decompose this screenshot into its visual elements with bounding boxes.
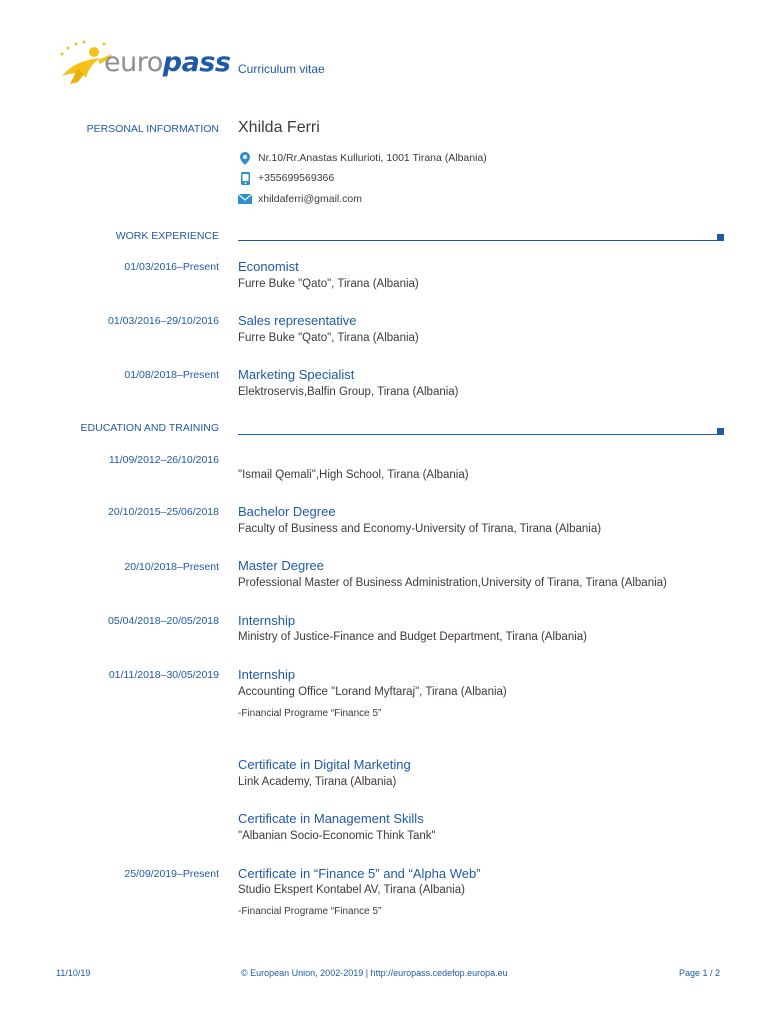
- europass-logo: [54, 38, 231, 92]
- logo-euro: euro: [104, 47, 163, 78]
- work-title: Marketing Specialist: [238, 367, 355, 382]
- education-date: 25/09/2019–Present: [124, 868, 219, 880]
- phone-text: +355699569366: [258, 172, 335, 184]
- education-org: Faculty of Business and Economy-University of Tirana, Tirana (Albania): [238, 523, 602, 535]
- work-org: Furre Buke "Qato", Tirana (Albania): [238, 278, 419, 290]
- education-note: -Financial Programe “Finance 5”: [238, 708, 382, 719]
- section-divider: [238, 434, 718, 435]
- logo-pass: pass: [162, 47, 231, 78]
- section-label-work-experience: WORK EXPERIENCE: [115, 230, 219, 242]
- education-note: -Financial Programe “Finance 5”: [238, 906, 382, 917]
- footer-copyright[interactable]: © European Union, 2002-2019 | http://europass.cedefop.europa.eu: [241, 968, 508, 978]
- education-org: Accounting Office "Lorand Myftaraj", Tirana (Albania): [238, 686, 507, 698]
- contact-email: [238, 192, 362, 206]
- education-date: 05/04/2018–20/05/2018: [108, 615, 219, 627]
- education-title: Internship: [238, 613, 296, 628]
- education-title: Bachelor Degree: [238, 504, 336, 519]
- education-title: Master Degree: [238, 558, 324, 573]
- mobile-phone-icon: [238, 171, 252, 185]
- section-label-personal-information: PERSONAL INFORMATION: [86, 123, 219, 135]
- education-org: Professional Master of Business Administration,University of Tirana, Tirana (Albania): [238, 577, 667, 589]
- footer-page-number: Page 1 / 2: [679, 968, 721, 978]
- work-org: Furre Buke "Qato", Tirana (Albania): [238, 332, 419, 344]
- education-title: Certificate in Digital Marketing: [238, 757, 411, 772]
- contact-phone: [238, 171, 334, 185]
- divider-square: [717, 428, 724, 435]
- envelope-icon: [238, 192, 252, 206]
- work-org: Elektroservis,Balfin Group, Tirana (Albania): [238, 386, 459, 398]
- education-org: Ministry of Justice-Finance and Budget Department, Tirana (Albania): [238, 631, 587, 643]
- section-label-education-and-training: EDUCATION AND TRAINING: [80, 422, 219, 434]
- education-title: Certificate in “Finance 5” and “Alpha Web”: [238, 866, 481, 881]
- education-title: Internship: [238, 667, 296, 682]
- education-org: "Ismail Qemali",High School, Tirana (Albania): [238, 469, 469, 481]
- section-divider: [238, 240, 718, 241]
- person-name: Xhilda Ferri: [238, 119, 320, 136]
- europass-wordmark: [104, 47, 230, 78]
- contact-address: [238, 151, 487, 165]
- work-date: 01/03/2016–29/10/2016: [108, 315, 219, 327]
- work-date: 01/08/2018–Present: [124, 369, 219, 381]
- work-date: 01/03/2016–Present: [124, 261, 219, 273]
- email-text[interactable]: xhildaferri@gmail.com: [258, 193, 363, 205]
- work-title: Economist: [238, 259, 299, 274]
- document-title: Curriculum vitae: [238, 62, 325, 76]
- education-org: Studio Ekspert Kontabel AV, Tirana (Albania): [238, 884, 465, 896]
- divider-square: [717, 234, 724, 241]
- education-date: 11/09/2012–26/10/2016: [108, 454, 219, 466]
- education-title: Certificate in Management Skills: [238, 811, 424, 826]
- footer-date: 11/10/19: [56, 968, 91, 978]
- education-date: 01/11/2018–30/05/2019: [108, 669, 219, 681]
- education-date: 20/10/2018–Present: [124, 561, 219, 573]
- education-org: "Albanian Socio-Economic Think Tank": [238, 830, 436, 842]
- address-text: Nr.10/Rr.Anastas Kullurioti, 1001 Tirana (Albania): [258, 152, 487, 164]
- work-title: Sales representative: [238, 313, 357, 328]
- education-date: 20/10/2015–25/06/2018: [108, 506, 219, 518]
- education-org: Link Academy, Tirana (Albania): [238, 776, 397, 788]
- location-pin-icon: [238, 151, 252, 165]
